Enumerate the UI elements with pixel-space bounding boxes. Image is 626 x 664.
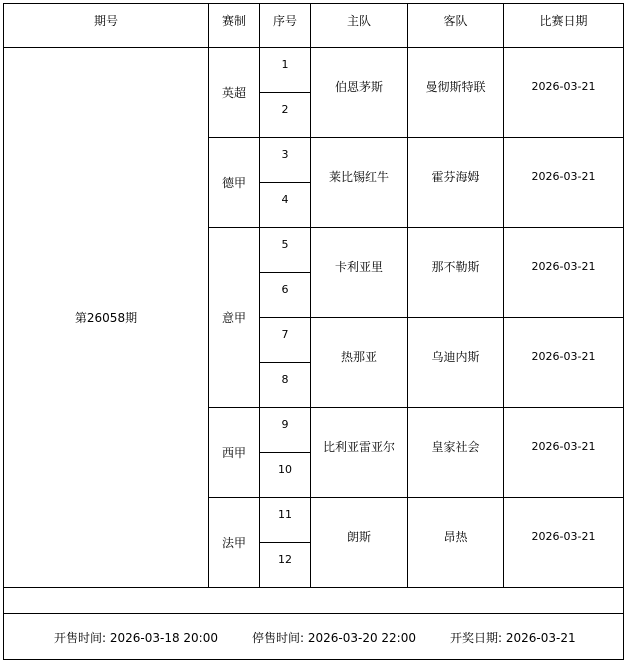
- match-seq: 10: [278, 462, 292, 476]
- league-name: 法甲: [221, 536, 246, 550]
- match-seq: 4: [281, 192, 289, 206]
- sale-info-footer: [0, 614, 625, 660]
- issue-number: 第26058期: [74, 311, 138, 325]
- league-name: 意甲: [221, 311, 246, 325]
- match-seq: 12: [278, 552, 292, 566]
- match-seq: 11: [278, 507, 292, 521]
- header-issue: 期号: [93, 13, 118, 28]
- sale-start-time: 开售时间: 2026-03-18 20:00: [54, 630, 218, 645]
- match-seq: 6: [281, 282, 289, 296]
- match-seq: 3: [281, 147, 289, 161]
- header-league: 赛制: [221, 13, 246, 28]
- match-seq: 7: [281, 327, 289, 341]
- match-date: 2026-03-21: [531, 259, 596, 273]
- home-team: 比利亚雷亚尔: [322, 439, 395, 454]
- league-name: 英超: [221, 86, 246, 100]
- away-team: 皇家社会: [431, 439, 480, 454]
- away-team: 乌迪内斯: [431, 349, 480, 364]
- league-name: 西甲: [221, 446, 246, 460]
- home-team: 朗斯: [346, 529, 371, 544]
- match-date: 2026-03-21: [531, 439, 596, 453]
- header-home: 主队: [346, 13, 371, 28]
- match-seq: 8: [281, 372, 289, 386]
- match-date: 2026-03-21: [531, 349, 596, 363]
- home-team: 卡利亚里: [334, 259, 383, 274]
- match-date: 2026-03-21: [531, 79, 596, 93]
- sale-stop-time: 停售时间: 2026-03-20 22:00: [252, 630, 416, 645]
- home-team: 莱比锡红牛: [328, 169, 389, 184]
- match-seq: 2: [281, 102, 289, 116]
- away-team: 曼彻斯特联: [425, 79, 486, 94]
- home-team: 热那亚: [340, 349, 377, 364]
- match-seq: 5: [281, 237, 289, 251]
- league-name: 德甲: [221, 176, 246, 190]
- match-date: 2026-03-21: [531, 169, 596, 183]
- table-border-right: [623, 3, 624, 660]
- away-team: 霍芬海姆: [431, 169, 480, 184]
- match-seq: 1: [281, 57, 289, 71]
- body-bottom-divider: [3, 587, 624, 588]
- match-date: 2026-03-21: [531, 529, 596, 543]
- header-away: 客队: [443, 13, 468, 28]
- draw-date: 开奖日期: 2026-03-21: [450, 630, 576, 645]
- match-seq: 9: [281, 417, 289, 431]
- away-team: 昂热: [443, 529, 468, 544]
- home-team: 伯恩茅斯: [334, 79, 383, 94]
- header-seq: 序号: [272, 13, 297, 28]
- away-team: 那不勒斯: [431, 259, 480, 274]
- header-date: 比赛日期: [539, 13, 588, 28]
